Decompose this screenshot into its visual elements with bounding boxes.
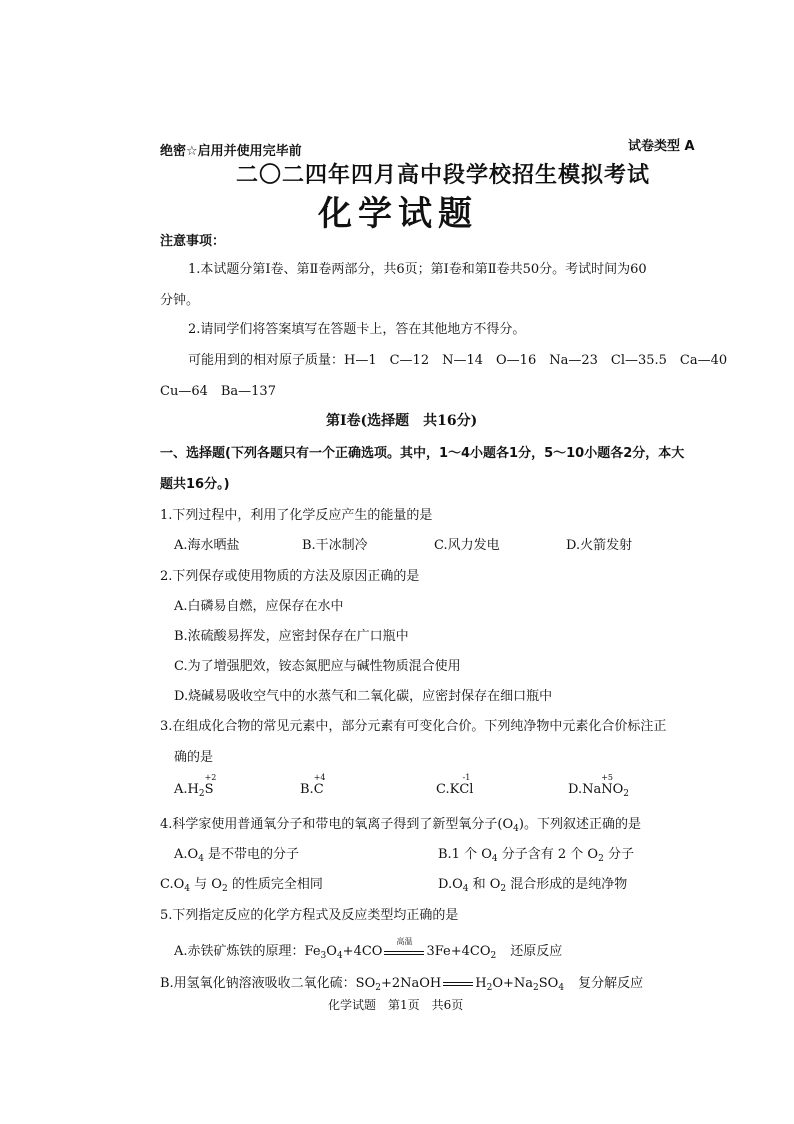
section-1-title: 第Ⅰ卷(选择题 共16分)	[326, 413, 478, 429]
notes-heading: 注意事项：	[160, 234, 226, 249]
question-4-option-d: $D.O_4$ 和 $O_2$ 混合形成的是纯净物	[438, 877, 628, 894]
question-1-option-a: A.海水晒盐	[174, 538, 240, 553]
valence-label: +4	[313, 773, 326, 782]
question-3-option-d: D.Na +5 $NO_2$	[568, 773, 629, 799]
question-1-option-c: C.风力发电	[434, 538, 500, 553]
section-1-instructions: 一、选择题(下列各题只有一个正确选项。其中，1～4小题各1分，5～10小题各2分，本大	[160, 446, 685, 461]
question-3-option-b: B. +4 C	[300, 773, 326, 797]
question-1-option-d: D.火箭发射	[566, 538, 633, 553]
question-5-option-a: A.赤铁矿炼铁的原理：$Fe_3O_4+4CO$ 高温 $3Fe+4CO_2$ 还原反应	[174, 936, 563, 961]
note-item-1: 1.本试题分第Ⅰ卷、第Ⅱ卷两部分，共6页；第Ⅰ卷和第Ⅱ卷共50分。考试时间为60	[188, 262, 647, 277]
atomic-masses-cont: Cu—64 Ba—137	[160, 384, 276, 399]
question-2-option-d: D.烧碱易吸收空气中的水蒸气和二氧化碳，应密封保存在细口瓶中	[174, 689, 553, 704]
valence-label: +5	[601, 773, 614, 782]
question-3-stem: 3.在组成化合物的常见元素中，部分元素有可变化合价。下列纯净物中元素化合价标注正	[160, 719, 667, 734]
atomic-masses: 可能用到的相对原子质量：H—1 C—12 N—14 O—16 Na—23 Cl—35.5 Ca—40	[188, 353, 728, 368]
question-3-stem-cont: 确的是	[174, 750, 214, 765]
question-4-option-a: $A.O_4$ 是不带电的分子	[174, 847, 300, 864]
reaction-condition: 高温	[396, 936, 413, 946]
question-3-option-c: C.K -1 Cl	[436, 773, 474, 797]
section-1-instructions-cont: 题共16分。)	[160, 477, 230, 492]
reaction-arrow	[384, 936, 424, 955]
question-4-option-c: $C.O_4$ 与 $O_2$ 的性质完全相同	[160, 877, 323, 894]
page-footer: 化学试题 第1页 共6页	[328, 998, 464, 1012]
question-4-option-b: B.1 个 $O_4$ 分子含有 2 个 $O_2$ 分子	[438, 847, 634, 864]
valence-label: -1	[462, 773, 471, 782]
valence-label: +2	[204, 773, 217, 782]
paper-type-label: 试卷类型 A	[628, 139, 695, 154]
confidential-label: 绝密☆启用并使用完毕前	[160, 144, 302, 159]
question-2-option-a: A.白磷易自燃，应保存在水中	[174, 599, 344, 614]
question-2-stem: 2.下列保存或使用物质的方法及原因正确的是	[160, 569, 420, 584]
question-5-option-b: B.用氢氧化钠溶液吸收二氧化硫：$SO_2+2NaOH$ $H_2O+Na_2SO_4$ 复分解反应	[160, 976, 644, 993]
equals-sign	[443, 982, 473, 986]
exam-title: 二〇二四年四月高中段学校招生模拟考试	[236, 162, 651, 188]
question-5-stem: 5.下列指定反应的化学方程式及反应类型均正确的是	[160, 908, 459, 923]
note-item-2: 2.请同学们将答案填写在答题卡上，答在其他地方不得分。	[188, 322, 526, 337]
question-3-option-a: $A.H_2$ +2 S	[174, 773, 217, 799]
question-4-stem: 4.科学家使用普通氧分子和带电的氧离子得到了新型氧分子$(O_4)$。下列叙述正确的是	[160, 817, 641, 834]
note-item-1-cont: 分钟。	[160, 293, 200, 308]
question-2-option-c: C.为了增强肥效，铵态氮肥应与碱性物质混合使用	[174, 659, 461, 674]
question-2-option-b: B.浓硫酸易挥发，应密封保存在广口瓶中	[174, 629, 409, 644]
question-1-stem: 1.下列过程中，利用了化学反应产生的能量的是	[160, 508, 433, 523]
question-1-option-b: B.干冰制冷	[302, 538, 368, 553]
subject-title: 化学试题	[318, 194, 478, 234]
